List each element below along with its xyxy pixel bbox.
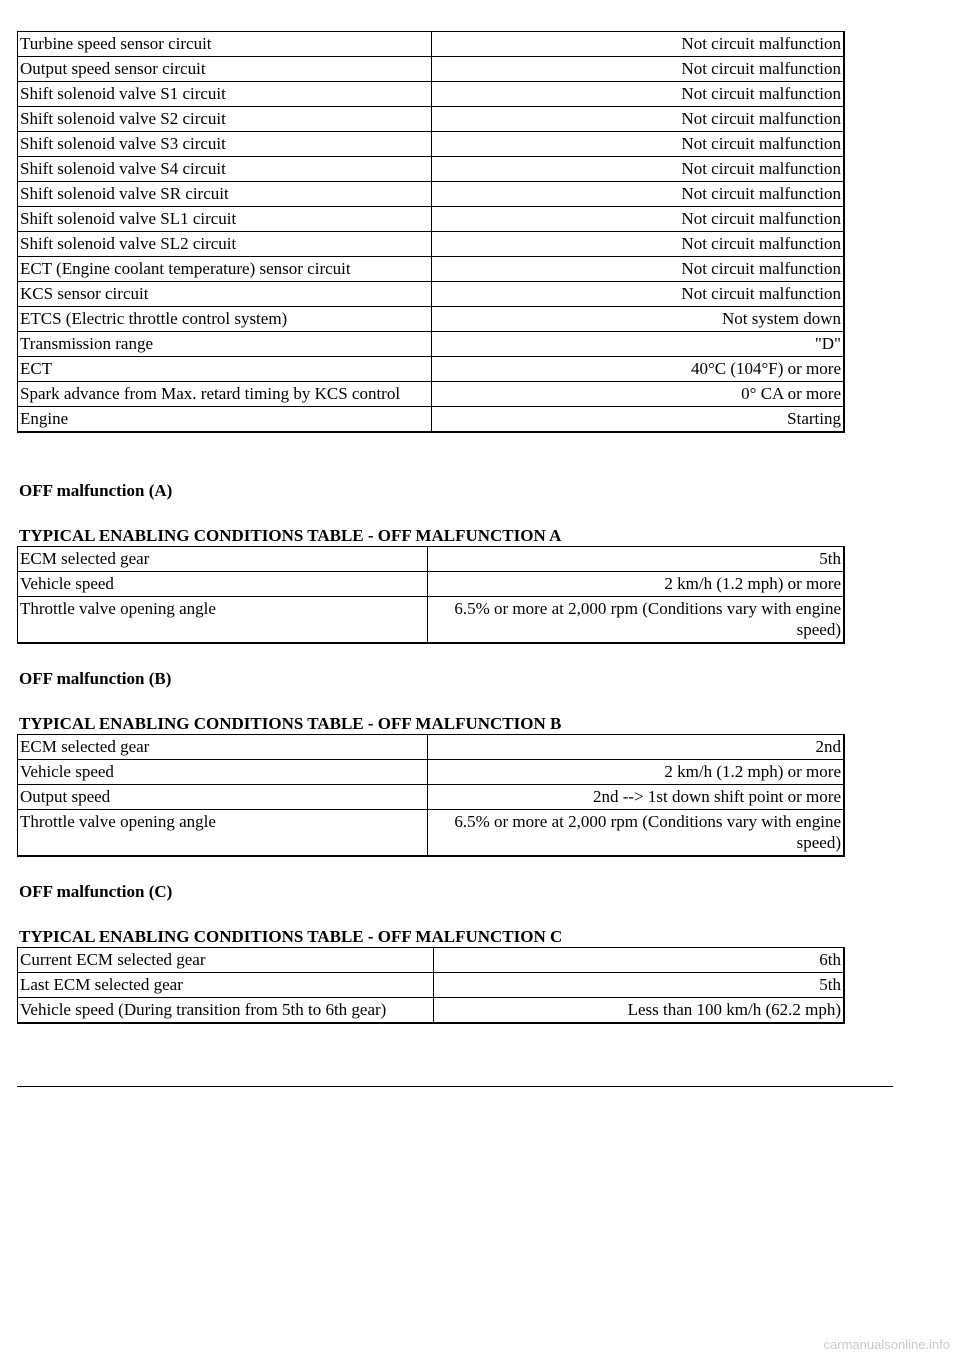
condition-value: Not circuit malfunction bbox=[432, 82, 845, 107]
table-row bbox=[18, 948, 845, 973]
condition-label: Output speed bbox=[18, 785, 428, 810]
table-row bbox=[18, 32, 845, 57]
table-row bbox=[18, 572, 845, 597]
condition-label: ETCS (Electric throttle control system) bbox=[18, 307, 432, 332]
heading-off-malfunction-a: OFF malfunction (A) bbox=[19, 481, 173, 500]
table-title-off-malfunction-c: TYPICAL ENABLING CONDITIONS TABLE - OFF MALFUNCTION C bbox=[19, 927, 563, 946]
condition-label: Shift solenoid valve SR circuit bbox=[18, 182, 432, 207]
table-row bbox=[18, 760, 845, 785]
conditions-table bbox=[17, 734, 845, 857]
table-title-off-malfunction-b: TYPICAL ENABLING CONDITIONS TABLE - OFF MALFUNCTION B bbox=[19, 714, 562, 733]
condition-label: Turbine speed sensor circuit bbox=[18, 32, 432, 57]
condition-value: Not circuit malfunction bbox=[432, 32, 845, 57]
table-row bbox=[18, 107, 845, 132]
condition-value: Not circuit malfunction bbox=[432, 232, 845, 257]
condition-label: Output speed sensor circuit bbox=[18, 57, 432, 82]
condition-value: 5th bbox=[434, 973, 845, 998]
condition-label: Current ECM selected gear bbox=[18, 948, 434, 973]
condition-label: Vehicle speed bbox=[18, 572, 428, 597]
condition-value: 0° CA or more bbox=[432, 382, 845, 407]
table-row bbox=[18, 257, 845, 282]
condition-value: Not circuit malfunction bbox=[432, 157, 845, 182]
condition-value: 2 km/h (1.2 mph) or more bbox=[428, 760, 845, 785]
table-row bbox=[18, 232, 845, 257]
table-row bbox=[18, 207, 845, 232]
condition-label: ECM selected gear bbox=[18, 547, 428, 572]
condition-value: "D" bbox=[432, 332, 845, 357]
table-row bbox=[18, 307, 845, 332]
condition-value: Not circuit malfunction bbox=[432, 257, 845, 282]
table-row bbox=[18, 547, 845, 572]
condition-value: 5th bbox=[428, 547, 845, 572]
condition-value: Not system down bbox=[432, 307, 845, 332]
table-off-malfunction-b bbox=[17, 734, 845, 857]
condition-label: Last ECM selected gear bbox=[18, 973, 434, 998]
table-row bbox=[18, 82, 845, 107]
condition-value: Less than 100 km/h (62.2 mph) bbox=[434, 998, 845, 1024]
condition-value: Not circuit malfunction bbox=[432, 207, 845, 232]
conditions-table bbox=[17, 546, 845, 644]
table-row bbox=[18, 132, 845, 157]
table-row bbox=[18, 998, 845, 1024]
condition-value: Not circuit malfunction bbox=[432, 182, 845, 207]
table-off-malfunction-a bbox=[17, 546, 845, 644]
table-title-off-malfunction-a: TYPICAL ENABLING CONDITIONS TABLE - OFF MALFUNCTION A bbox=[19, 526, 562, 545]
table-row bbox=[18, 407, 845, 433]
table-row bbox=[18, 357, 845, 382]
condition-label: Shift solenoid valve SL1 circuit bbox=[18, 207, 432, 232]
conditions-table bbox=[17, 947, 845, 1024]
condition-value: 6.5% or more at 2,000 rpm (Conditions vary with engine speed) bbox=[428, 810, 845, 857]
condition-value: 40°C (104°F) or more bbox=[432, 357, 845, 382]
table-row bbox=[18, 57, 845, 82]
condition-label: Shift solenoid valve S3 circuit bbox=[18, 132, 432, 157]
watermark: carmanualsonline.info bbox=[823, 1337, 950, 1352]
condition-label: Vehicle speed (During transition from 5th to 6th gear) bbox=[18, 998, 434, 1024]
condition-label: Shift solenoid valve SL2 circuit bbox=[18, 232, 432, 257]
table-row bbox=[18, 332, 845, 357]
condition-value: 2nd bbox=[428, 735, 845, 760]
condition-value: Starting bbox=[432, 407, 845, 433]
conditions-table bbox=[17, 31, 845, 433]
table-1-conditions bbox=[17, 31, 845, 433]
table-row bbox=[18, 810, 845, 857]
page-divider bbox=[17, 1086, 893, 1087]
condition-label: Shift solenoid valve S2 circuit bbox=[18, 107, 432, 132]
table-row bbox=[18, 382, 845, 407]
table-row bbox=[18, 735, 845, 760]
table-row bbox=[18, 182, 845, 207]
condition-value: 2 km/h (1.2 mph) or more bbox=[428, 572, 845, 597]
condition-value: 6.5% or more at 2,000 rpm (Conditions vary with engine speed) bbox=[428, 597, 845, 644]
condition-label: Engine bbox=[18, 407, 432, 433]
table-row bbox=[18, 785, 845, 810]
table-row bbox=[18, 597, 845, 644]
condition-value: Not circuit malfunction bbox=[432, 57, 845, 82]
condition-label: Transmission range bbox=[18, 332, 432, 357]
condition-label: Shift solenoid valve S4 circuit bbox=[18, 157, 432, 182]
table-off-malfunction-c bbox=[17, 947, 845, 1024]
condition-value: Not circuit malfunction bbox=[432, 107, 845, 132]
condition-value: 6th bbox=[434, 948, 845, 973]
heading-off-malfunction-c: OFF malfunction (C) bbox=[19, 882, 173, 901]
condition-label: Spark advance from Max. retard timing by KCS control bbox=[18, 382, 432, 407]
table-row bbox=[18, 282, 845, 307]
condition-label: Throttle valve opening angle bbox=[18, 810, 428, 857]
condition-value: 2nd --> 1st down shift point or more bbox=[428, 785, 845, 810]
condition-label: Throttle valve opening angle bbox=[18, 597, 428, 644]
condition-label: KCS sensor circuit bbox=[18, 282, 432, 307]
table-row bbox=[18, 157, 845, 182]
condition-label: Vehicle speed bbox=[18, 760, 428, 785]
table-row bbox=[18, 973, 845, 998]
condition-label: ECT (Engine coolant temperature) sensor circuit bbox=[18, 257, 432, 282]
condition-label: Shift solenoid valve S1 circuit bbox=[18, 82, 432, 107]
condition-value: Not circuit malfunction bbox=[432, 132, 845, 157]
condition-label: ECM selected gear bbox=[18, 735, 428, 760]
heading-off-malfunction-b: OFF malfunction (B) bbox=[19, 669, 172, 688]
condition-value: Not circuit malfunction bbox=[432, 282, 845, 307]
condition-label: ECT bbox=[18, 357, 432, 382]
